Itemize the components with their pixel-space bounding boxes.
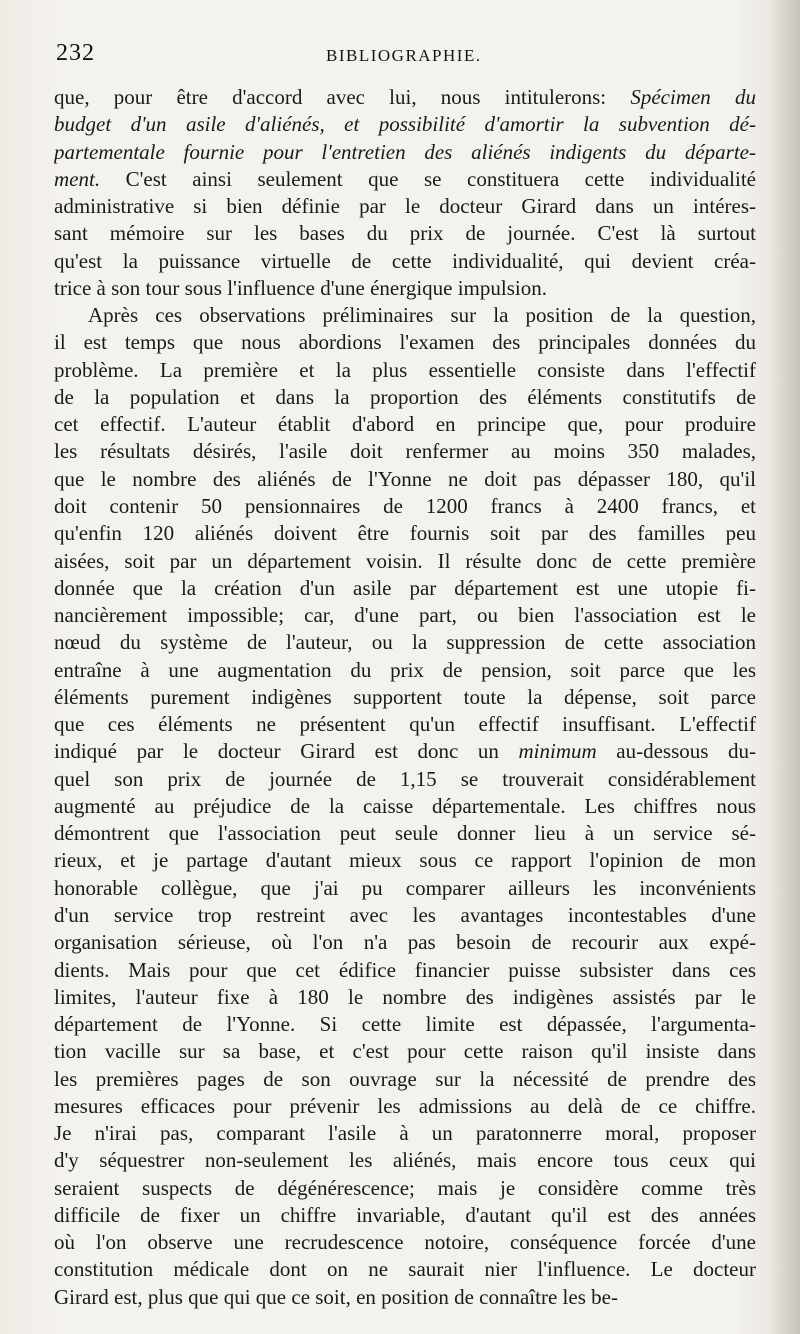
- text-segment: département de l'Yonne. Si cette limite est dépassée, l'argumenta-: [54, 1012, 756, 1037]
- text-segment: dients. Mais pour que cet édifice financier puisse subsister dans ces: [54, 957, 756, 982]
- text-segment: honorable collègue, que j'ai pu comparer ailleurs les inconvénients: [54, 875, 756, 900]
- text-line: [54, 602, 756, 629]
- text-segment: de la population et dans la proportion des éléments constitutifs de: [54, 384, 756, 409]
- text-line: [54, 548, 756, 575]
- italic-text: budget d'un asile d'aliénés, et possibilité d'amortir la subvention dé-: [54, 112, 756, 137]
- text-segment: qu'enfin 120 aliénés doivent être fournis soit par des familles peu: [54, 521, 756, 546]
- text-segment: augmenté au préjudice de la caisse départementale. Les chiffres nous: [54, 793, 756, 818]
- italic-text: partementale fournie pour l'entretien des aliénés indigents du départe-: [54, 139, 756, 164]
- text-segment: aisées, soit par un département voisin. Il résulte donc de cette première: [54, 548, 756, 573]
- text-line: [54, 1011, 756, 1038]
- text-line: [54, 684, 756, 711]
- text-line: [54, 957, 756, 984]
- text-line: [54, 248, 756, 275]
- text-segment: d'un service trop restreint avec les avantages incontestables d'une: [54, 902, 756, 927]
- text-line: [54, 738, 756, 765]
- text-segment: C'est ainsi seulement que se constituera cette individualité: [100, 166, 756, 191]
- text-line: [54, 766, 756, 793]
- italic-text: minimum: [518, 739, 597, 764]
- text-line: [54, 466, 756, 493]
- text-line: [54, 575, 756, 602]
- text-segment: qu'est la puissance virtuelle de cette individualité, qui devient créa-: [54, 248, 756, 273]
- text-segment: problème. La première et la plus essentielle consiste dans l'effectif: [54, 357, 756, 382]
- text-line: [54, 275, 756, 302]
- text-segment: que ces éléments ne présentent qu'un effectif insuffisant. L'effectif: [54, 712, 756, 737]
- text-segment: seraient suspects de dégénérescence; mais je considère comme très: [54, 1175, 756, 1200]
- text-line: [54, 302, 756, 329]
- text-line: [54, 520, 756, 547]
- text-segment: démontrent que l'association peut seule donner lieu à un service sé-: [54, 821, 756, 846]
- text-line: [54, 1120, 756, 1147]
- page-gutter-shadow: [770, 0, 800, 1334]
- text-line: [54, 1229, 756, 1256]
- text-segment: limites, l'auteur fixe à 180 le nombre des indigènes assistés par le: [54, 984, 756, 1009]
- text-segment: sant mémoire sur les bases du prix de journée. C'est là surtout: [54, 221, 756, 246]
- text-line: [54, 1175, 756, 1202]
- text-segment: entraîne à une augmentation du prix de pension, soit parce que les: [54, 657, 756, 682]
- text-line: [54, 875, 756, 902]
- text-segment: que le nombre des aliénés de l'Yonne ne doit pas dépasser 180, qu'il: [54, 466, 756, 491]
- text-segment: Après ces observations préliminaires sur la position de la question,: [88, 303, 756, 328]
- text-segment: difficile de fixer un chiffre invariable, d'autant qu'il est des années: [54, 1202, 756, 1227]
- text-segment: indiqué par le docteur Girard est donc un: [54, 739, 519, 764]
- text-line: [54, 438, 756, 465]
- text-segment: nœud du système de l'auteur, ou la suppression de cette association: [54, 630, 756, 655]
- text-segment: d'y séquestrer non-seulement les aliénés, mais encore tous ceux qui: [54, 1148, 756, 1173]
- text-line: [54, 193, 756, 220]
- text-segment: les résultats désirés, l'asile doit renfermer au moins 350 malades,: [54, 439, 756, 464]
- text-segment: mesures efficaces pour prévenir les admissions au delà de ce chiffre.: [54, 1093, 756, 1118]
- text-line: [54, 1256, 756, 1283]
- text-segment: tion vacille sur sa base, et c'est pour cette raison qu'il insiste dans: [54, 1039, 756, 1064]
- text-line: [54, 1093, 756, 1120]
- text-segment: doit contenir 50 pensionnaires de 1200 francs à 2400 francs, et: [54, 493, 756, 518]
- text-segment: il est temps que nous abordions l'examen des principales données du: [54, 330, 756, 355]
- text-line: [54, 139, 756, 166]
- italic-text: ment.: [54, 166, 101, 191]
- text-line: [54, 629, 756, 656]
- page-header: [56, 40, 756, 74]
- text-line: [54, 384, 756, 411]
- text-segment: les premières pages de son ouvrage sur la nécessité de prendre des: [54, 1066, 756, 1091]
- text-segment: constitution médicale dont on ne saurait nier l'influence. Le docteur: [54, 1257, 756, 1282]
- text-line: [54, 820, 756, 847]
- text-line: [54, 793, 756, 820]
- body-text: [54, 84, 756, 1311]
- text-line: [54, 166, 756, 193]
- text-segment: quel son prix de journée de 1,15 se trouverait considérablement: [54, 766, 756, 791]
- text-segment: trice à son tour sous l'influence d'une énergique impulsion.: [54, 275, 547, 300]
- text-line: [54, 1284, 756, 1311]
- text-line: [54, 357, 756, 384]
- text-line: [54, 902, 756, 929]
- text-line: [54, 84, 756, 111]
- text-line: [54, 1147, 756, 1174]
- text-line: [54, 1038, 756, 1065]
- running-title: BIBLIOGRAPHIE.: [326, 46, 482, 65]
- text-segment: organisation sérieuse, où l'on n'a pas besoin de recourir aux expé-: [54, 930, 756, 955]
- italic-text: Spécimen du: [630, 85, 756, 109]
- text-line: [54, 984, 756, 1011]
- text-line: [54, 220, 756, 247]
- text-line: [54, 929, 756, 956]
- text-segment: Girard est, plus que qui que ce soit, en position de connaître les be-: [54, 1284, 618, 1309]
- text-line: [54, 711, 756, 738]
- page-number: 232: [56, 40, 95, 66]
- text-line: [54, 411, 756, 438]
- text-segment: nancièrement impossible; car, d'une part, ou bien l'association est le: [54, 603, 756, 628]
- text-line: [54, 847, 756, 874]
- text-segment: au-dessous du-: [596, 739, 756, 764]
- text-segment: où l'on observe une recrudescence notoire, conséquence forcée d'une: [54, 1230, 756, 1255]
- text-line: [54, 329, 756, 356]
- text-line: [54, 657, 756, 684]
- text-line: [54, 111, 756, 138]
- text-segment: cet effectif. L'auteur établit d'abord en principe que, pour produire: [54, 412, 756, 437]
- text-line: [54, 1202, 756, 1229]
- text-segment: que, pour être d'accord avec lui, nous intitulerons:: [54, 85, 631, 109]
- text-line: [54, 493, 756, 520]
- text-segment: rieux, et je partage d'autant mieux sous ce rapport l'opinion de mon: [54, 848, 756, 873]
- text-segment: éléments purement indigènes supportent toute la dépense, soit parce: [54, 684, 756, 709]
- text-segment: Je n'irai pas, comparant l'asile à un paratonnerre moral, proposer: [54, 1121, 756, 1146]
- text-line: [54, 1066, 756, 1093]
- text-segment: administrative si bien définie par le docteur Girard dans un intéres-: [54, 194, 756, 219]
- text-segment: donnée que la création d'un asile par département est une utopie fi-: [54, 575, 756, 600]
